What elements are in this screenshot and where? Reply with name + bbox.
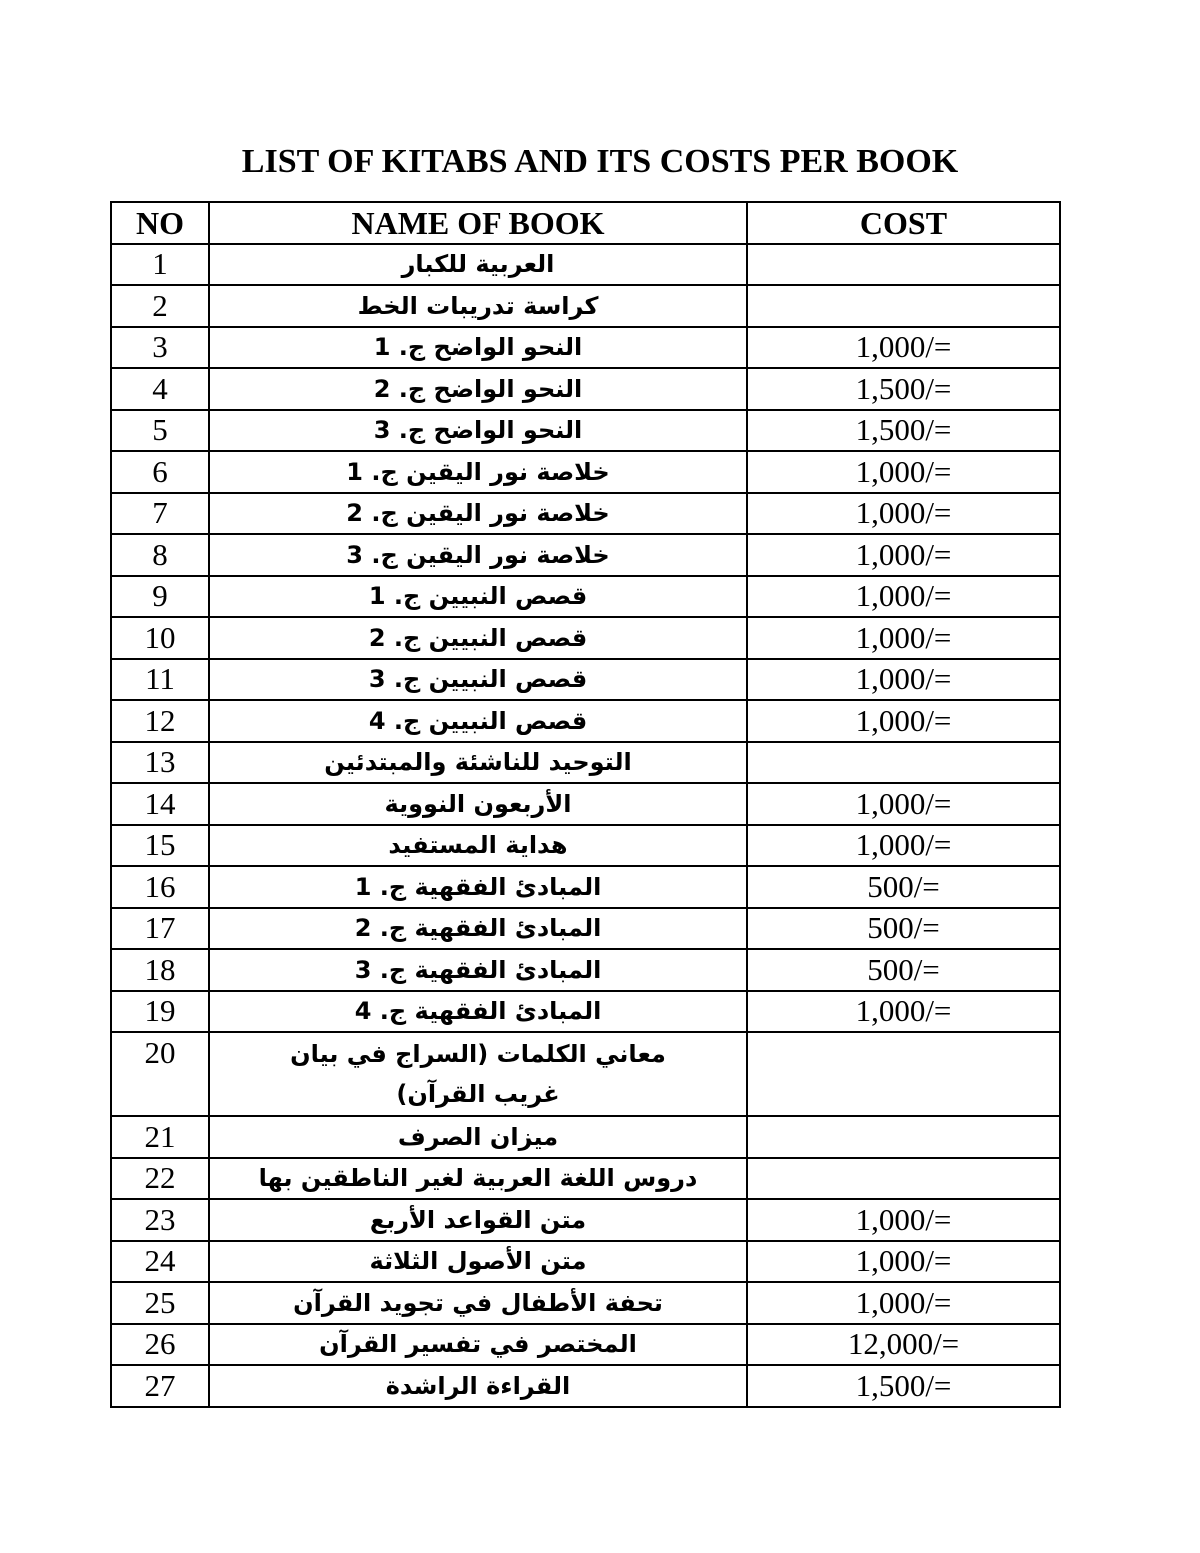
book-name: هداية المستفيد	[388, 831, 568, 860]
book-name: النحو الواضح ج. 1	[373, 333, 583, 362]
table-header-row	[111, 202, 1060, 244]
book-cost: 500/=	[747, 866, 1060, 908]
book-cost: 1,500/=	[747, 368, 1060, 410]
row-number: 4	[111, 368, 209, 410]
book-name: خلاصة نور اليقين ج. 2	[346, 499, 610, 528]
book-name: العربية للكبار	[401, 250, 555, 279]
book-cost: 1,000/=	[747, 617, 1060, 659]
book-cost: 1,000/=	[747, 783, 1060, 825]
table-row	[111, 1365, 1060, 1407]
table-row	[111, 1199, 1060, 1241]
book-cost: 12,000/=	[747, 1324, 1060, 1366]
book-name-cell	[209, 410, 747, 452]
book-name-cell	[209, 244, 747, 286]
book-name: قصص النبيين ج. 2	[368, 623, 588, 652]
row-number: 10	[111, 617, 209, 659]
book-cost: 500/=	[747, 949, 1060, 991]
book-name-cell	[209, 1324, 747, 1366]
table-row	[111, 617, 1060, 659]
book-cost: 1,000/=	[747, 451, 1060, 493]
row-number: 16	[111, 866, 209, 908]
row-number: 19	[111, 991, 209, 1033]
row-number: 12	[111, 700, 209, 742]
header-cost: COST	[747, 202, 1060, 244]
row-number: 22	[111, 1158, 209, 1200]
book-cost: 1,000/=	[747, 991, 1060, 1033]
table-row	[111, 1282, 1060, 1324]
book-cost: 1,000/=	[747, 1199, 1060, 1241]
book-name-cell	[209, 327, 747, 369]
book-name-cell	[209, 1365, 747, 1407]
table-row	[111, 1032, 1060, 1116]
row-number: 6	[111, 451, 209, 493]
book-name-cell	[209, 659, 747, 701]
book-cost	[747, 244, 1060, 286]
book-name-cell	[209, 1199, 747, 1241]
row-number: 3	[111, 327, 209, 369]
header-name-of-book: NAME OF BOOK	[209, 202, 747, 244]
table-row	[111, 368, 1060, 410]
book-name: تحفة الأطفال في تجويد القرآن	[293, 1288, 663, 1317]
table-row	[111, 742, 1060, 784]
book-name: كراسة تدريبات الخط	[357, 291, 599, 320]
book-cost	[747, 1116, 1060, 1158]
book-name-cell	[209, 783, 747, 825]
row-number: 26	[111, 1324, 209, 1366]
page-title: LIST OF KITABS AND ITS COSTS PER BOOK	[241, 143, 959, 180]
table-row	[111, 825, 1060, 867]
book-name-cell	[209, 534, 747, 576]
book-cost: 1,000/=	[747, 1241, 1060, 1283]
table-row	[111, 1241, 1060, 1283]
book-name-cell	[209, 908, 747, 950]
table-row	[111, 410, 1060, 452]
row-number: 2	[111, 285, 209, 327]
book-cost: 1,000/=	[747, 1282, 1060, 1324]
row-number: 17	[111, 908, 209, 950]
row-number: 7	[111, 493, 209, 535]
book-name-cell	[209, 1158, 747, 1200]
book-cost	[747, 285, 1060, 327]
table-row	[111, 991, 1060, 1033]
table-row	[111, 1116, 1060, 1158]
row-number: 1	[111, 244, 209, 286]
book-name-cell	[209, 1116, 747, 1158]
book-name-cell	[209, 1282, 747, 1324]
book-cost: 500/=	[747, 908, 1060, 950]
row-number: 8	[111, 534, 209, 576]
book-cost: 1,000/=	[747, 700, 1060, 742]
book-name: المبادئ الفقهية ج. 3	[354, 955, 602, 984]
book-cost	[747, 742, 1060, 784]
book-cost: 1,000/=	[747, 825, 1060, 867]
book-name: متن القواعد الأربع	[369, 1205, 587, 1234]
book-name: متن الأصول الثلاثة	[369, 1247, 587, 1276]
book-cost: 1,000/=	[747, 493, 1060, 535]
table-row	[111, 659, 1060, 701]
book-name: خلاصة نور اليقين ج. 3	[346, 540, 610, 569]
row-number: 14	[111, 783, 209, 825]
book-name: المبادئ الفقهية ج. 1	[354, 872, 602, 901]
book-name-cell	[209, 493, 747, 535]
book-cost: 1,000/=	[747, 659, 1060, 701]
book-name-cell	[209, 617, 747, 659]
table-row	[111, 783, 1060, 825]
book-name: المبادئ الفقهية ج. 4	[354, 997, 602, 1026]
book-name-cell	[209, 949, 747, 991]
book-name-cell	[209, 1032, 747, 1116]
book-cost: 1,000/=	[747, 327, 1060, 369]
table-row	[111, 908, 1060, 950]
row-number: 5	[111, 410, 209, 452]
book-name: معاني الكلمات (السراج في بيان غريب القرآن)	[290, 1040, 666, 1108]
table-row	[111, 327, 1060, 369]
book-name-cell	[209, 368, 747, 410]
book-name: دروس اللغة العربية لغير الناطقين بها	[258, 1164, 698, 1193]
book-name-cell	[209, 700, 747, 742]
row-number: 23	[111, 1199, 209, 1241]
row-number: 24	[111, 1241, 209, 1283]
book-name: قصص النبيين ج. 4	[368, 706, 588, 735]
row-number: 21	[111, 1116, 209, 1158]
row-number: 18	[111, 949, 209, 991]
book-name: النحو الواضح ج. 2	[373, 374, 583, 403]
book-name-cell	[209, 451, 747, 493]
book-name: خلاصة نور اليقين ج. 1	[346, 457, 610, 486]
book-cost: 1,500/=	[747, 1365, 1060, 1407]
table-row	[111, 244, 1060, 286]
book-cost: 1,000/=	[747, 576, 1060, 618]
row-number: 11	[111, 659, 209, 701]
row-number: 13	[111, 742, 209, 784]
table-row	[111, 700, 1060, 742]
book-cost: 1,000/=	[747, 534, 1060, 576]
book-cost	[747, 1158, 1060, 1200]
row-number: 15	[111, 825, 209, 867]
table-row	[111, 285, 1060, 327]
table-row	[111, 451, 1060, 493]
book-name-cell	[209, 825, 747, 867]
table-row	[111, 493, 1060, 535]
row-number: 27	[111, 1365, 209, 1407]
table-row	[111, 576, 1060, 618]
book-name-cell	[209, 991, 747, 1033]
table-row	[111, 1158, 1060, 1200]
book-name: المختصر في تفسير القرآن	[319, 1330, 637, 1359]
book-name: النحو الواضح ج. 3	[373, 416, 583, 445]
book-cost: 1,500/=	[747, 410, 1060, 452]
kitab-cost-table	[110, 201, 1061, 1408]
book-name-cell	[209, 742, 747, 784]
book-name: قصص النبيين ج. 1	[368, 582, 588, 611]
row-number: 9	[111, 576, 209, 618]
table-row	[111, 1324, 1060, 1366]
table-row	[111, 534, 1060, 576]
book-name: ميزان الصرف	[397, 1122, 559, 1151]
row-number: 25	[111, 1282, 209, 1324]
book-name-cell	[209, 285, 747, 327]
book-name: القراءة الراشدة	[385, 1371, 571, 1400]
book-name: التوحيد للناشئة والمبتدئين	[324, 748, 632, 777]
table-row	[111, 949, 1060, 991]
book-name: قصص النبيين ج. 3	[368, 665, 588, 694]
book-name-cell	[209, 1241, 747, 1283]
book-name: المبادئ الفقهية ج. 2	[354, 914, 602, 943]
book-name-cell	[209, 866, 747, 908]
book-cost	[747, 1032, 1060, 1116]
row-number: 20	[111, 1032, 209, 1116]
header-no: NO	[111, 202, 209, 244]
book-name: الأربعون النووية	[384, 789, 572, 818]
book-name-cell	[209, 576, 747, 618]
table-row	[111, 866, 1060, 908]
